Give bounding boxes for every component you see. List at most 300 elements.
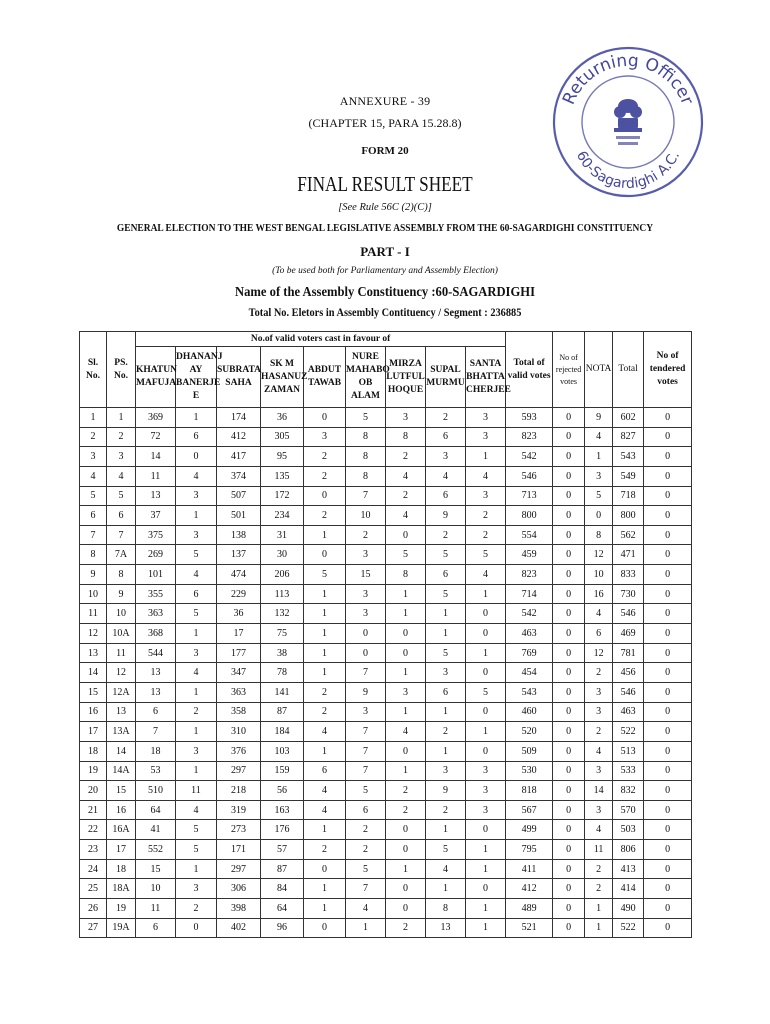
total-valid-cell: 521 — [506, 918, 553, 938]
rejected-cell: 0 — [553, 663, 585, 683]
candidate-votes-cell: 4 — [176, 466, 217, 486]
total-cell: 463 — [613, 702, 644, 722]
rejected-cell: 0 — [553, 820, 585, 840]
candidate-votes-cell: 3 — [346, 545, 386, 565]
candidate-votes-cell: 0 — [466, 820, 506, 840]
candidate-votes-cell: 5 — [466, 682, 506, 702]
ps-no-cell: 2 — [107, 427, 136, 447]
ps-no-cell: 16A — [107, 820, 136, 840]
sl-no-cell: 16 — [80, 702, 107, 722]
seal-bottom-text: 60-Sagardighi A.C. — [572, 148, 684, 193]
total-cell: 546 — [613, 604, 644, 624]
candidate-votes-cell: 2 — [426, 525, 466, 545]
rejected-cell: 0 — [553, 408, 585, 428]
ps-no-cell: 12 — [107, 663, 136, 683]
candidate-votes-cell: 6 — [426, 486, 466, 506]
candidate-votes-cell: 163 — [261, 800, 304, 820]
ps-no-cell: 4 — [107, 466, 136, 486]
candidate-votes-cell: 7 — [346, 761, 386, 781]
candidate-votes-cell: 8 — [386, 565, 426, 585]
nota-cell: 4 — [585, 604, 613, 624]
nota-cell: 12 — [585, 545, 613, 565]
table-row — [80, 859, 692, 879]
candidate-votes-cell: 5 — [466, 545, 506, 565]
candidate-votes-cell: 5 — [346, 781, 386, 801]
candidate-votes-cell: 1 — [304, 899, 346, 919]
candidate-votes-cell: 3 — [426, 447, 466, 467]
candidate-votes-cell: 0 — [386, 643, 426, 663]
candidate-votes-cell: 474 — [217, 565, 261, 585]
total-valid-cell: 818 — [506, 781, 553, 801]
nota-cell: 3 — [585, 800, 613, 820]
candidate-votes-cell: 1 — [466, 840, 506, 860]
candidate-votes-cell: 113 — [261, 584, 304, 604]
candidate-votes-cell: 3 — [386, 682, 426, 702]
candidate-votes-cell: 4 — [426, 859, 466, 879]
total-valid-cell: 509 — [506, 741, 553, 761]
total-valid-cell: 459 — [506, 545, 553, 565]
candidate-votes-cell: 412 — [217, 427, 261, 447]
sl-no-cell: 10 — [80, 584, 107, 604]
tendered-cell: 0 — [644, 506, 692, 526]
candidate-votes-cell: 11 — [136, 466, 176, 486]
sl-no-cell: 13 — [80, 643, 107, 663]
candidate-votes-cell: 0 — [466, 604, 506, 624]
candidate-votes-cell: 398 — [217, 899, 261, 919]
candidate-votes-cell: 507 — [217, 486, 261, 506]
candidate-votes-cell: 1 — [304, 879, 346, 899]
candidate-votes-cell: 8 — [426, 899, 466, 919]
candidate-votes-cell: 5 — [346, 859, 386, 879]
sl-no-cell: 6 — [80, 506, 107, 526]
total-cell: 471 — [613, 545, 644, 565]
nota-cell: 16 — [585, 584, 613, 604]
chapter-reference: (CHAPTER 15, PARA 15.28.8) — [308, 116, 462, 130]
candidate-votes-cell: 7 — [136, 722, 176, 742]
sl-no-cell: 1 — [80, 408, 107, 428]
candidate-votes-cell: 5 — [426, 545, 466, 565]
candidate-votes-cell: 5 — [426, 584, 466, 604]
sl-no-cell: 5 — [80, 486, 107, 506]
candidate-votes-cell: 6 — [136, 702, 176, 722]
tendered-cell: 0 — [644, 486, 692, 506]
tendered-cell: 0 — [644, 604, 692, 624]
candidate-votes-cell: 5 — [346, 408, 386, 428]
total-cell: 414 — [613, 879, 644, 899]
total-valid-cell: 823 — [506, 427, 553, 447]
total-cell: 570 — [613, 800, 644, 820]
candidate-votes-cell: 6 — [426, 682, 466, 702]
table-row — [80, 506, 692, 526]
total-cell: 546 — [613, 682, 644, 702]
candidate-votes-cell: 10 — [136, 879, 176, 899]
total-cell: 513 — [613, 741, 644, 761]
candidate-votes-cell: 6 — [346, 800, 386, 820]
nota-cell: 9 — [585, 408, 613, 428]
total-valid-cell: 713 — [506, 486, 553, 506]
candidate-votes-cell: 6 — [426, 565, 466, 585]
candidate-votes-cell: 38 — [261, 643, 304, 663]
sl-no-cell: 18 — [80, 741, 107, 761]
candidate-votes-cell: 53 — [136, 761, 176, 781]
table-row — [80, 545, 692, 565]
total-valid-cell: 554 — [506, 525, 553, 545]
total-valid-cell: 411 — [506, 859, 553, 879]
candidate-votes-cell: 7 — [346, 722, 386, 742]
rejected-cell: 0 — [553, 722, 585, 742]
total-cell: 456 — [613, 663, 644, 683]
candidate-votes-cell: 0 — [466, 702, 506, 722]
candidate-votes-cell: 30 — [261, 545, 304, 565]
ps-no-cell: 10 — [107, 604, 136, 624]
candidate-votes-cell: 3 — [466, 408, 506, 428]
sl-no-cell: 11 — [80, 604, 107, 624]
total-valid-cell: 823 — [506, 565, 553, 585]
candidate-votes-cell: 3 — [346, 584, 386, 604]
candidate-votes-cell: 177 — [217, 643, 261, 663]
results-table — [79, 331, 692, 938]
rejected-cell: 0 — [553, 506, 585, 526]
constituency-name: Name of the Assembly Constituency :60-SAGARDIGHI — [235, 285, 535, 300]
sl-no-cell: 8 — [80, 545, 107, 565]
candidate-votes-cell: 37 — [136, 506, 176, 526]
total-valid-cell: 542 — [506, 447, 553, 467]
ps-no-cell: 15 — [107, 781, 136, 801]
sl-no-cell: 4 — [80, 466, 107, 486]
candidate-votes-cell: 510 — [136, 781, 176, 801]
sl-no-header: Sl. No. — [80, 332, 107, 408]
nota-cell: 4 — [585, 820, 613, 840]
candidate-votes-cell: 269 — [136, 545, 176, 565]
ps-no-cell: 5 — [107, 486, 136, 506]
candidate-votes-cell: 2 — [176, 899, 217, 919]
tendered-cell: 0 — [644, 682, 692, 702]
nota-cell: 14 — [585, 781, 613, 801]
total-cell: 549 — [613, 466, 644, 486]
total-cell: 469 — [613, 624, 644, 644]
candidate-votes-cell: 347 — [217, 663, 261, 683]
candidate-votes-cell: 9 — [346, 682, 386, 702]
candidate-votes-cell: 3 — [466, 486, 506, 506]
candidate-votes-cell: 2 — [304, 682, 346, 702]
table-row — [80, 663, 692, 683]
candidate-votes-cell: 2 — [386, 781, 426, 801]
rejected-cell: 0 — [553, 643, 585, 663]
candidate-votes-cell: 6 — [176, 584, 217, 604]
candidate-votes-cell: 363 — [217, 682, 261, 702]
candidate-votes-cell: 273 — [217, 820, 261, 840]
table-row — [80, 624, 692, 644]
candidate-votes-cell: 1 — [386, 761, 426, 781]
rejected-cell: 0 — [553, 584, 585, 604]
total-valid-header: Total of valid votes — [506, 332, 553, 408]
tendered-cell: 0 — [644, 427, 692, 447]
rejected-cell: 0 — [553, 427, 585, 447]
nota-cell: 12 — [585, 643, 613, 663]
ps-no-cell: 19 — [107, 899, 136, 919]
candidate-votes-cell: 2 — [386, 918, 426, 938]
candidate-votes-cell: 171 — [217, 840, 261, 860]
candidate-votes-cell: 3 — [426, 761, 466, 781]
candidate-votes-cell: 1 — [176, 859, 217, 879]
candidate-votes-cell: 305 — [261, 427, 304, 447]
candidate-votes-cell: 1 — [466, 918, 506, 938]
ps-no-cell: 19A — [107, 918, 136, 938]
tendered-cell: 0 — [644, 702, 692, 722]
candidate-votes-cell: 4 — [386, 466, 426, 486]
candidate-votes-cell: 4 — [304, 800, 346, 820]
candidate-votes-cell: 2 — [426, 722, 466, 742]
candidate-votes-cell: 310 — [217, 722, 261, 742]
candidate-votes-cell: 15 — [136, 859, 176, 879]
candidate-votes-cell: 6 — [176, 427, 217, 447]
rejected-cell: 0 — [553, 918, 585, 938]
sl-no-cell: 14 — [80, 663, 107, 683]
rejected-cell: 0 — [553, 624, 585, 644]
votes-in-favour-header: No.of valid voters cast in favour of — [136, 332, 506, 347]
total-valid-cell: 489 — [506, 899, 553, 919]
tendered-cell: 0 — [644, 820, 692, 840]
tendered-cell: 0 — [644, 565, 692, 585]
candidate-votes-cell: 369 — [136, 408, 176, 428]
candidate-votes-cell: 5 — [176, 545, 217, 565]
sl-no-cell: 15 — [80, 682, 107, 702]
candidate-votes-cell: 31 — [261, 525, 304, 545]
tendered-cell: 0 — [644, 840, 692, 860]
candidate-votes-cell: 17 — [217, 624, 261, 644]
seal-top-text: Returning Officer — [558, 50, 698, 108]
candidate-votes-cell: 229 — [217, 584, 261, 604]
candidate-votes-cell: 7 — [346, 879, 386, 899]
candidate-votes-cell: 103 — [261, 741, 304, 761]
ps-no-cell: 14A — [107, 761, 136, 781]
rejected-cell: 0 — [553, 761, 585, 781]
candidate-header: SK M HASANUZ ZAMAN — [261, 347, 304, 408]
candidate-votes-cell: 1 — [386, 584, 426, 604]
table-row — [80, 643, 692, 663]
candidate-votes-cell: 0 — [346, 624, 386, 644]
candidate-votes-cell: 1 — [176, 761, 217, 781]
candidate-votes-cell: 1 — [304, 643, 346, 663]
candidate-votes-cell: 2 — [386, 800, 426, 820]
candidate-votes-cell: 0 — [386, 899, 426, 919]
candidate-votes-cell: 3 — [176, 525, 217, 545]
candidate-votes-cell: 2 — [304, 506, 346, 526]
candidate-votes-cell: 6 — [136, 918, 176, 938]
candidate-votes-cell: 3 — [466, 800, 506, 820]
candidate-votes-cell: 1 — [386, 604, 426, 624]
candidate-votes-cell: 18 — [136, 741, 176, 761]
candidate-votes-cell: 64 — [136, 800, 176, 820]
candidate-votes-cell: 1 — [466, 643, 506, 663]
candidate-votes-cell: 5 — [304, 565, 346, 585]
total-cell: 522 — [613, 918, 644, 938]
ps-no-cell: 11 — [107, 643, 136, 663]
candidate-votes-cell: 0 — [304, 545, 346, 565]
ps-no-cell: 18A — [107, 879, 136, 899]
nota-cell: 1 — [585, 918, 613, 938]
ps-no-cell: 18 — [107, 859, 136, 879]
candidate-votes-cell: 544 — [136, 643, 176, 663]
tendered-header: No of tendered votes — [644, 332, 692, 408]
total-cell: 503 — [613, 820, 644, 840]
tendered-cell: 0 — [644, 722, 692, 742]
form-number: FORM 20 — [361, 145, 409, 157]
total-valid-cell: 520 — [506, 722, 553, 742]
candidate-votes-cell: 7 — [346, 486, 386, 506]
candidate-votes-cell: 137 — [217, 545, 261, 565]
candidate-votes-cell: 1 — [346, 918, 386, 938]
total-cell: 730 — [613, 584, 644, 604]
total-valid-cell: 795 — [506, 840, 553, 860]
total-cell: 806 — [613, 840, 644, 860]
rejected-cell: 0 — [553, 486, 585, 506]
candidate-votes-cell: 176 — [261, 820, 304, 840]
ps-no-cell: 16 — [107, 800, 136, 820]
candidate-votes-cell: 1 — [176, 722, 217, 742]
candidate-votes-cell: 184 — [261, 722, 304, 742]
candidate-votes-cell: 0 — [304, 408, 346, 428]
candidate-votes-cell: 159 — [261, 761, 304, 781]
sl-no-cell: 25 — [80, 879, 107, 899]
candidate-header: ABDUT TAWAB — [304, 347, 346, 408]
candidate-votes-cell: 13 — [136, 486, 176, 506]
candidate-votes-cell: 2 — [304, 702, 346, 722]
candidate-votes-cell: 8 — [346, 427, 386, 447]
rejected-cell: 0 — [553, 702, 585, 722]
annexure-label: ANNEXURE - 39 — [339, 94, 431, 108]
nota-cell: 1 — [585, 899, 613, 919]
candidate-votes-cell: 4 — [386, 506, 426, 526]
candidate-votes-cell: 0 — [466, 624, 506, 644]
nota-cell: 2 — [585, 859, 613, 879]
rejected-cell: 0 — [553, 840, 585, 860]
candidate-votes-cell: 4 — [176, 565, 217, 585]
total-valid-cell: 412 — [506, 879, 553, 899]
candidate-votes-cell: 0 — [386, 820, 426, 840]
candidate-votes-cell: 3 — [346, 604, 386, 624]
candidate-votes-cell: 0 — [466, 741, 506, 761]
nota-cell: 10 — [585, 565, 613, 585]
candidate-votes-cell: 5 — [386, 545, 426, 565]
sl-no-cell: 12 — [80, 624, 107, 644]
tendered-cell: 0 — [644, 859, 692, 879]
ps-no-header: PS. No. — [107, 332, 136, 408]
candidate-header: SUBRATA SAHA — [217, 347, 261, 408]
ps-no-cell: 10A — [107, 624, 136, 644]
total-valid-cell: 714 — [506, 584, 553, 604]
candidate-votes-cell: 402 — [217, 918, 261, 938]
candidate-votes-cell: 4 — [466, 466, 506, 486]
table-row — [80, 820, 692, 840]
candidate-votes-cell: 0 — [176, 447, 217, 467]
nota-cell: 3 — [585, 466, 613, 486]
total-header: Total — [613, 332, 644, 408]
total-valid-cell: 567 — [506, 800, 553, 820]
table-row — [80, 466, 692, 486]
candidate-votes-cell: 3 — [466, 781, 506, 801]
candidate-votes-cell: 1 — [466, 447, 506, 467]
candidate-votes-cell: 501 — [217, 506, 261, 526]
rejected-cell: 0 — [553, 800, 585, 820]
candidate-votes-cell: 8 — [346, 466, 386, 486]
total-electors: Total No. Eletors in Assembly Contituency / Segment : 236885 — [248, 307, 522, 319]
table-row — [80, 722, 692, 742]
total-valid-cell: 542 — [506, 604, 553, 624]
rejected-cell: 0 — [553, 525, 585, 545]
table-row — [80, 604, 692, 624]
candidate-votes-cell: 13 — [136, 682, 176, 702]
sl-no-cell: 24 — [80, 859, 107, 879]
candidate-votes-cell: 2 — [346, 820, 386, 840]
rejected-cell: 0 — [553, 859, 585, 879]
results-table-body — [80, 408, 692, 938]
ps-no-cell: 6 — [107, 506, 136, 526]
candidate-votes-cell: 64 — [261, 899, 304, 919]
candidate-votes-cell: 2 — [176, 702, 217, 722]
candidate-votes-cell: 0 — [304, 859, 346, 879]
total-valid-cell: 463 — [506, 624, 553, 644]
candidate-votes-cell: 1 — [386, 859, 426, 879]
candidate-header: SUPAL MURMU — [426, 347, 466, 408]
candidate-votes-cell: 0 — [346, 643, 386, 663]
candidate-votes-cell: 0 — [466, 663, 506, 683]
rejected-cell: 0 — [553, 879, 585, 899]
candidate-votes-cell: 7 — [346, 741, 386, 761]
candidate-votes-cell: 3 — [176, 879, 217, 899]
candidate-votes-cell: 234 — [261, 506, 304, 526]
total-valid-cell: 454 — [506, 663, 553, 683]
candidate-votes-cell: 2 — [426, 408, 466, 428]
candidate-votes-cell: 56 — [261, 781, 304, 801]
candidate-votes-cell: 72 — [136, 427, 176, 447]
total-cell: 833 — [613, 565, 644, 585]
candidate-votes-cell: 101 — [136, 565, 176, 585]
election-description: GENERAL ELECTION TO THE WEST BENGAL LEGISLATIVE ASSEMBLY FROM THE 60-SAGARDIGHI CONSTITUENCY — [116, 222, 654, 234]
candidate-votes-cell: 3 — [466, 427, 506, 447]
candidate-header: NURE MAHABO OB ALAM — [346, 347, 386, 408]
candidate-votes-cell: 1 — [426, 624, 466, 644]
total-cell: 533 — [613, 761, 644, 781]
candidate-votes-cell: 2 — [386, 486, 426, 506]
total-valid-cell: 460 — [506, 702, 553, 722]
candidate-votes-cell: 1 — [304, 624, 346, 644]
candidate-votes-cell: 297 — [217, 859, 261, 879]
candidate-votes-cell: 2 — [426, 800, 466, 820]
candidate-votes-cell: 552 — [136, 840, 176, 860]
rejected-cell: 0 — [553, 741, 585, 761]
table-row — [80, 447, 692, 467]
ps-no-cell: 12A — [107, 682, 136, 702]
table-row — [80, 741, 692, 761]
candidate-votes-cell: 1 — [176, 624, 217, 644]
candidate-votes-cell: 1 — [466, 859, 506, 879]
candidate-votes-cell: 10 — [346, 506, 386, 526]
candidate-votes-cell: 3 — [176, 486, 217, 506]
rejected-cell: 0 — [553, 781, 585, 801]
table-row — [80, 584, 692, 604]
candidate-votes-cell: 9 — [426, 781, 466, 801]
sl-no-cell: 23 — [80, 840, 107, 860]
ps-no-cell: 3 — [107, 447, 136, 467]
candidate-votes-cell: 11 — [176, 781, 217, 801]
nota-cell: 0 — [585, 506, 613, 526]
table-row — [80, 525, 692, 545]
tendered-cell: 0 — [644, 584, 692, 604]
candidate-votes-cell: 206 — [261, 565, 304, 585]
candidate-votes-cell: 4 — [304, 781, 346, 801]
candidate-votes-cell: 3 — [304, 427, 346, 447]
